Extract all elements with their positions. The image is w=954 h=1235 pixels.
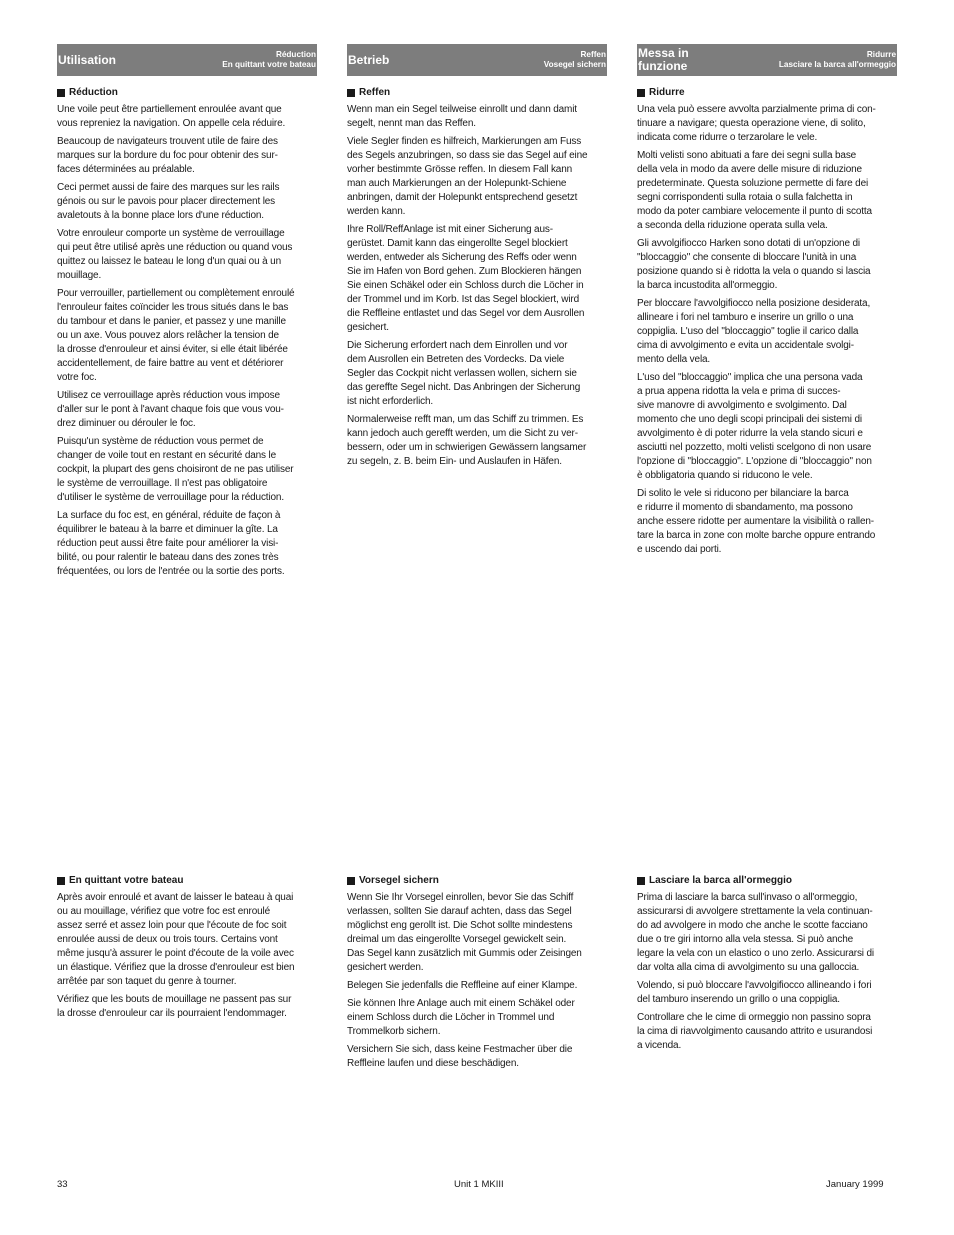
header-sub1: Ridurre [866, 50, 896, 59]
section-reffen [347, 86, 607, 473]
header-sub2: En quittant votre bateau [222, 60, 316, 69]
paragraph: Vérifiez que les bouts de mouillage ne passent pas sur la drosse d'enrouleur car ils pourraient l'endommager. [57, 994, 292, 1019]
section-ridurre [637, 86, 897, 561]
paragraph: Gli avvolgifiocco Harken sono dotati di un'opzione di "bloccaggio" che consente di bloccare l'unità in una posizione quando si è ridotta la vela o quando si lascia la barca incustodita all'ormeggio. [637, 238, 871, 291]
section-en-quittant [57, 874, 317, 1025]
paragraph: Sie können Ihre Anlage auch mit einem Schäkel oder einem Schloss durch die Löcher in Trommel und Trommelkorb sichern. [347, 998, 575, 1037]
paragraph: Controllare che le cime di ormeggio non passino sopra la cima di riavvolgimento causando attrito e usurandosi a vicenda. [637, 1012, 873, 1051]
paragraph: Prima di lasciare la barca sull'invaso o all'ormeggio, assicurarsi di avvolgere strettamente la vela continuan- do ad avvolgere in modo che anche le scotte facciano due o tre giri intorno alla vela stessa. Si può anche legare la vela con un elastico o uno zerlo. Assicurarsi di dar volta alla cima di avvolgimento su una galloccia. [637, 892, 874, 973]
section-title: Lasciare la barca all'ormeggio [637, 874, 897, 888]
section-lasciare-la-barca [637, 874, 897, 1057]
header-messa-in-funzione [637, 44, 897, 76]
header-utilisation [57, 44, 317, 76]
paragraph: Volendo, si può bloccare l'avvolgifiocco allineando i fori del tamburo inserendo un grillo o una coppiglia. [637, 980, 872, 1005]
paragraph: Per bloccare l'avvolgifiocco nella posizione desiderata, allineare i fori nel tamburo e inserire un grillo o una coppiglia. L'uso del "bloccaggio" toglie il carico dalla cima di avvolgimento e evita un accidentale svolgi- mento della vela. [637, 298, 871, 365]
paragraph: Puisqu'un système de réduction vous permet de changer de voile tout en restant en sécurité dans le cockpit, la plupart des gens choisiront de ne pas utiliser le système de verrouillage. Il n'est pas obligatoire d'utiliser le système de verrouillage pour la réduction. [57, 436, 294, 503]
bullet-square-icon [57, 89, 65, 97]
paragraph: Molti velisti sono abituati a fare dei segni sulla base della vela in modo da avere delle misure di riduzione predeterminate. Questa soluzione permette di fare dei segni corrispondenti sulla rotaia o sulla falchetta in modo da poter cambiare velocemente il punto di scotta a seconda della riduzione operata sulla vela. [637, 150, 872, 231]
paragraph: Après avoir enroulé et avant de laisser le bateau à quai ou au mouillage, vérifiez que votre foc est enroulé assez serré et assez loin pour que l'écoute de foc soit enroulée aussi de deux ou trois tours. Certains vont même jusqu'à assurer le point d'écoute de la voile avec un élastique. Vérifiez que la drosse d'enrouleur est bien arrêtée par son taquet du genre à tourner. [57, 892, 295, 987]
header-betrieb [347, 44, 607, 76]
header-subtitles [544, 50, 606, 70]
paragraph: Viele Segler finden es hilfreich, Markierungen am Fuss des Segels anzubringen, so dass sie das Segel auf eine vorher bestimmte Grösse reffen. In diesem Fall kann man auch Markierungen an der Holepunkt-Schiene anbringen, damit der Holepunkt entsprechend gesetzt werden kann. [347, 136, 588, 217]
bullet-square-icon [637, 877, 645, 885]
paragraph: Beaucoup de navigateurs trouvent utile de faire des marques sur la bordure du foc pour obtenir des sur- faces déterminées au préalable. [57, 136, 278, 175]
paragraph: Die Sicherung erfordert nach dem Einrollen und vor dem Ausrollen ein Betreten des Vordecks. Da viele Segler das Cockpit nicht verlassen wollen, sichern sie das gereffte Segel nicht. Das Anbringen der Sicherung ist nicht erforderlich. [347, 340, 581, 407]
section-title: Réduction [57, 86, 317, 100]
header-sub2: Lasciare la barca all'ormeggio [778, 60, 896, 69]
section-title: Reffen [347, 86, 607, 100]
header-subtitles [779, 50, 896, 70]
paragraph: Belegen Sie jedenfalls die Reffleine auf einer Klampe. [347, 980, 578, 991]
bullet-square-icon [347, 89, 355, 97]
header-sub1: Réduction [275, 50, 316, 59]
paragraph: Utilisez ce verrouillage après réduction vous impose d'aller sur le pont à l'avant chaque fois que vous vou- drez diminuer ou dérouler le foc. [57, 390, 284, 429]
paragraph: Une voile peut être partiellement enroulée avant que vous repreniez la navigation. On appelle cela réduire. [57, 104, 286, 129]
paragraph: L'uso del "bloccaggio" implica che una persona vada a prua appena ridotta la vela e prima di succes- sive manovre di avvolgimento e svolgimento. Dal momento che uno degli scopi principali dei sistemi di avvolgimento è di poter ridurre la vela stando sicuri e asciutti nel pozzetto, molti velisti scelgono di non usare l'opzione di "bloccaggio". L'opzione di "bloccaggio" non è obbligatoria quando si riducono le vele. [637, 372, 872, 481]
header-sub2: Vosegel sichern [543, 60, 606, 69]
paragraph: Votre enrouleur comporte un système de verrouillage qui peut être utilisé après une réduction ou quand vous quittez ou laissez le bateau le long d'un quai ou à un mouillage. [57, 228, 293, 281]
paragraph: Versichern Sie sich, dass keine Festmacher über die Reffleine laufen und diese beschädigen. [347, 1044, 573, 1069]
paragraph: Una vela può essere avvolta parzialmente prima di con- tinuare a navigare; questa operazione viene, di solito, indicata come ridurre o terzarolare le vele. [637, 104, 876, 143]
footer-date: January 1999 [826, 1179, 884, 1190]
bullet-square-icon [347, 877, 355, 885]
paragraph: Ihre Roll/ReffAnlage ist mit einer Sicherung aus- gerüstet. Damit kann das eingerollte Segel blockiert werden, entweder als Sicherung des Reffs oder wenn Sie im Hafen von Bord gehen. Zum Blockieren hängen Sie einen Schäkel oder ein Schloss durch die Löcher in der Trommel und im Korb. Ist das Segel blockiert, wird die Reffleine entlastet und das Segel vor dem Ausrollen gesichert. [347, 224, 585, 333]
footer-unit: Unit 1 MKIII [454, 1179, 504, 1190]
paragraph: Pour verrouiller, partiellement ou complètement enroulé l'enrouleur faites coïncider les trous situés dans le bas du tambour et dans le panier, et passez y une manille ou un axe. Vous pouvez alors relâcher la tension de la drosse d'enrouleur et ainsi éviter, si elle était libérée accidentellement, de faire battre au vent et détériorer votre foc. [57, 288, 295, 383]
header-title: Messa in funzione [638, 46, 689, 73]
paragraph: La surface du foc est, en général, réduite de façon à équilibrer le bateau à la barre et diminuer la gîte. La réduction peut aussi être faite pour améliorer la visi- bilité, ou pour ralentir le bateau dans des zones très fréquentées, ou lors de l'entrée ou la sortie des ports. [57, 510, 285, 577]
header-sub1: Reffen [580, 50, 606, 59]
section-title: En quittant votre bateau [57, 874, 317, 888]
page-number: 33 [57, 1179, 68, 1190]
section-vorsegel-sichern [347, 874, 607, 1075]
paragraph: Wenn man ein Segel teilweise einrollt und dann damit segelt, nennt man das Reffen. [347, 104, 577, 129]
bullet-square-icon [57, 877, 65, 885]
section-title: Ridurre [637, 86, 897, 100]
header-title: Betrieb [348, 52, 390, 67]
paragraph: Di solito le vele si riducono per bilanciare la barca e ridurre il momento di sbandamento, ma possono anche essere ridotte per aumentare la visibilità o rallen- tare la barca in zone con molte barche oppure entrando e uscendo dai porti. [637, 488, 876, 555]
section-title: Vorsegel sichern [347, 874, 607, 888]
header-title: Utilisation [58, 52, 117, 67]
paragraph: Ceci permet aussi de faire des marques sur les rails génois ou sur le pavois pour placer directement les avaletouts à la bonne place lors d'une réduction. [57, 182, 280, 221]
paragraph: Normalerweise refft man, um das Schiff zu trimmen. Es kann jedoch auch gerefft werden, um die Sicht zu ver- bessern, oder um in schwierigen Gewässern langsamer zu segeln, z. B. beim Ein- und Auslaufen in Häfen. [347, 414, 587, 467]
section-reduction [57, 86, 317, 583]
bullet-square-icon [637, 89, 645, 97]
header-subtitles [222, 50, 316, 70]
paragraph: Wenn Sie Ihr Vorsegel einrollen, bevor Sie das Schiff verlassen, sollten Sie darauf achten, dass das Segel möglichst eng gerollt ist. Die Schot sollte mindestens dreimal um das eingerollte Vorsegel gewickelt sein. Das Segel kann zusätzlich mit Gummis oder Zeisingen gesichert werden. [347, 892, 582, 973]
